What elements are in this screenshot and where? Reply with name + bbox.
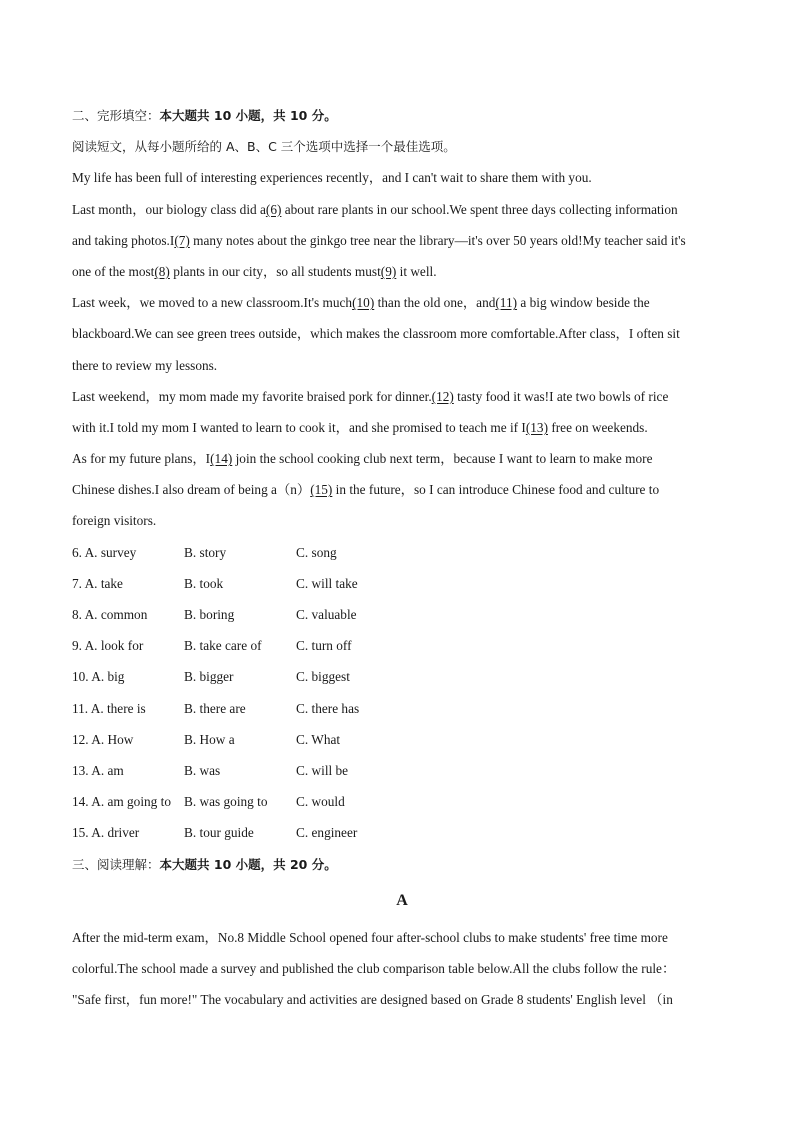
passage-line: with it.I told my mom I wanted to learn to cook it，and she promised to teach me if I(13) free on weekends. (72, 419, 648, 435)
section3-heading: 三、阅读理解：本大题共 10 小题，共 20 分。 (72, 856, 337, 872)
blank-7: (7) (174, 232, 190, 248)
passage-line: Chinese dishes.I also dream of being a（n）(15) in the future，so I can introduce Chinese food and culture to (72, 482, 660, 498)
passage-line: one of the most(8) plants in our city，so all students must(9) it well. (72, 263, 437, 279)
option-row: 14. A. am going to B. was going to C. would (72, 794, 345, 810)
option-row: 8. A. common B. boring C. valuable (72, 607, 357, 622)
passage-line: Last weekend，my mom made my favorite braised pork for dinner.(12) tasty food it was!I ate two bowls of rice (72, 388, 669, 404)
section2-instruction: 阅读短文，从每小题所给的 A、B、C 三个选项中选择一个最佳选项。 (72, 139, 456, 155)
option-row: 7. A. take B. took C. will take (72, 575, 358, 591)
section2-heading: 二、完形填空：本大题共 10 小题，共 10 分。 (72, 108, 337, 123)
passage-line: blackboard.We can see green trees outside，which makes the classroom more comfortable.After class，I often sit (72, 326, 680, 342)
passage-line: Last week，we moved to a new classroom.It's much(10) than the old one，and(11) a big window beside the (72, 295, 650, 311)
option-row: 15. A. driver B. tour guide C. engineer (72, 825, 358, 841)
passage-line: and taking photos.I(7) many notes about the ginkgo tree near the library—it's over 50 years old!My teacher said it's (72, 232, 686, 248)
option-row: 6. A. survey B. story C. song (72, 544, 337, 560)
option-row: 13. A. am B. was C. will be (72, 762, 349, 778)
blank-14: (14) (210, 451, 233, 467)
passage-line: My life has been full of interesting experiences recently，and I can't wait to share them with you. (72, 170, 592, 186)
option-row: 10. A. big B. bigger C. biggest (72, 669, 350, 685)
part-title: A (396, 891, 408, 909)
blank-15: (15) (310, 482, 333, 498)
passage-line: After the mid-term exam，No.8 Middle School opened four after-school clubs to make students' free time more (72, 929, 668, 945)
passage-line: "Safe first，fun more!" The vocabulary and activities are designed based on Grade 8 students' English level （in (72, 992, 673, 1008)
option-row: 9. A. look for B. take care of C. turn off (72, 638, 352, 654)
option-row: 11. A. there is B. there are C. there has (72, 700, 360, 716)
option-row: 12. A. How B. How a C. What (72, 731, 341, 747)
blank-10: (10) (352, 295, 375, 311)
options-list (72, 537, 732, 849)
blank-13: (13) (525, 419, 548, 435)
blank-6: (6) (265, 201, 282, 217)
passage-line: As for my future plans，I(14) join the school cooking club next term，because I want to learn to make more (72, 451, 653, 467)
blank-8: (8) (154, 263, 170, 279)
blank-9: (9) (380, 263, 397, 279)
passage-line: there to review my lessons. (72, 357, 218, 373)
passage-line: foreign visitors. (72, 513, 157, 529)
passage-line: colorful.The school made a survey and published the club comparison table below.All the clubs follow the rule： (72, 960, 676, 976)
blank-12: (12) (431, 388, 454, 404)
blank-11: (11) (495, 295, 518, 311)
passage-line: Last month，our biology class did a(6) about rare plants in our school.We spent three days collecting information (72, 201, 678, 217)
exam-page (72, 100, 732, 1015)
